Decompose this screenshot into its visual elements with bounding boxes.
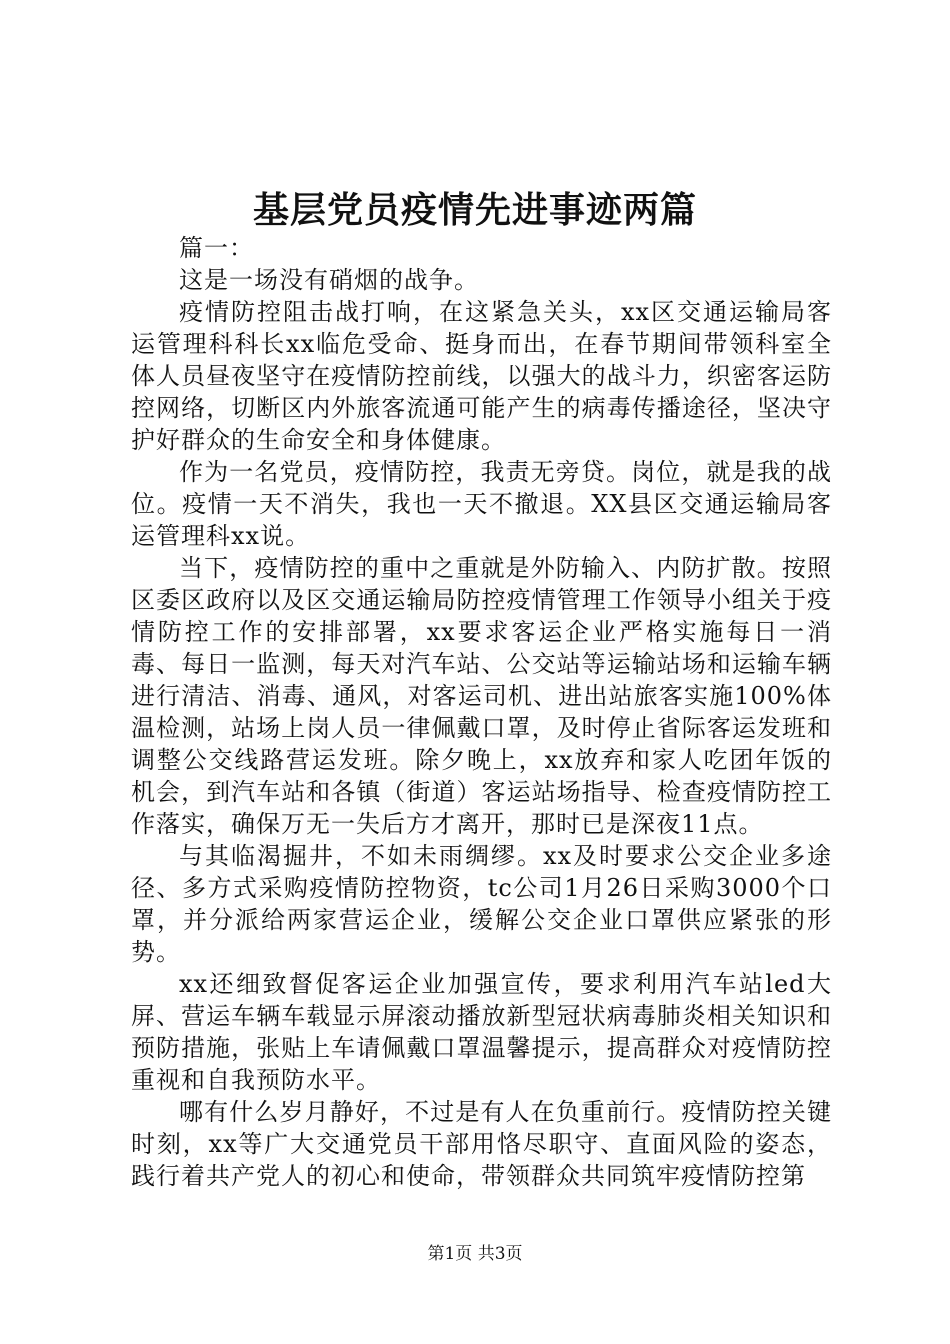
paragraph: 疫情防控阻击战打响，在这紧急关头，xx区交通运输局客运管理科科长xx临危受命、挺身而出，在春节期间带领科室全体人员昼夜坚守在疫情防控前线，以强大的战斗力，织密客运防控网络，切断区内外旅客流通可能产生的病毒传播途径，坚决守护好群众的生命安全和身体健康。 bbox=[131, 298, 832, 454]
paragraph: 哪有什么岁月静好，不过是有人在负重前行。疫情防控关键时刻，xx等广大交通党员干部用恪尽职守、直面风险的姿态，践行着共产党人的初心和使命，带领群众共同筑牢疫情防控第 bbox=[131, 1098, 832, 1190]
document-body bbox=[131, 232, 832, 1192]
paragraph: 当下，疫情防控的重中之重就是外防输入、内防扩散。按照区委区政府以及区交通运输局防控疫情管理工作领导小组关于疫情防控工作的安排部署，xx要求客运企业严格实施每日一消毒、每日一监测，每天对汽车站、公交站等运输站场和运输车辆进行清洁、消毒、通风，对客运司机、进出站旅客实施100%体温检测，站场上岗人员一律佩戴口罩，及时停止省际客运发班和调整公交线路营运发班。除夕晚上，xx放弃和家人吃团年饭的机会，到汽车站和各镇（街道）客运站场指导、检查疫情防控工作落实，确保万无一失后方才离开，那时已是深夜11点。 bbox=[131, 554, 832, 838]
paragraph: xx还细致督促客运企业加强宣传，要求利用汽车站led大屏、营运车辆车载显示屏滚动播放新型冠状病毒肺炎相关知识和预防措施，张贴上车请佩戴口罩温馨提示，提高群众对疫情防控重视和自我预防水平。 bbox=[131, 970, 832, 1094]
page-number-footer: 第1页 共3页 bbox=[427, 1244, 523, 1264]
paragraph: 与其临渴掘井，不如未雨绸缪。xx及时要求公交企业多途径、多方式采购疫情防控物资，tc公司1月26日采购3000个口罩，并分派给两家营运企业，缓解公交企业口罩供应紧张的形势。 bbox=[131, 842, 832, 966]
document-title: 基层党员疫情先进事迹两篇 bbox=[252, 189, 697, 231]
paragraph-heading: 篇一： bbox=[179, 234, 254, 262]
paragraph: 这是一场没有硝烟的战争。 bbox=[179, 266, 479, 294]
paragraph: 作为一名党员，疫情防控，我责无旁贷。岗位，就是我的战位。疫情一天不消失，我也一天不撤退。XX县区交通运输局客运管理科xx说。 bbox=[131, 458, 832, 550]
